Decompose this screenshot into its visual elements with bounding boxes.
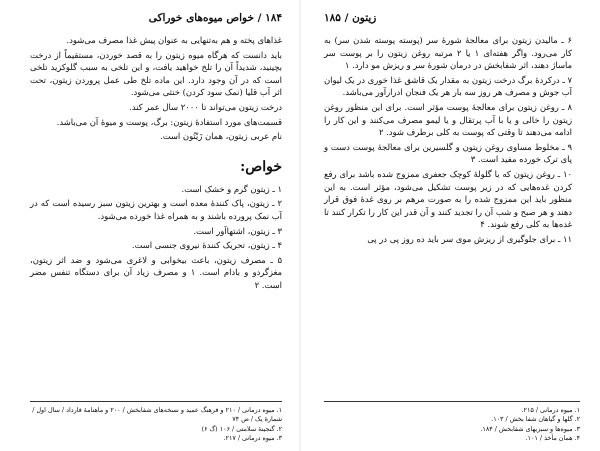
property-item: ۳ ـ زیتون، اشتهاآور است. (193, 225, 282, 236)
footnote: ۴. همان مأخذ / ۱۰۱. (525, 433, 580, 442)
property-item: ۶ ـ مالیدن زیتون برای معالجهٔ شورهٔ سر (پوسته پوسته شدن سر) به کار می‌رود. واگر هفته‌ای ۱ یا ۲ مرتبه روغن زیتون را بر پوست سر ماساژ دهند، اثر شفابخش در درمان شورهٔ سر و ریزش مو دارد. ۱ (324, 35, 572, 71)
section-heading: خواص: (240, 158, 282, 175)
footnote: ۳. میوه درمانی / ۲۱۷. (223, 433, 282, 442)
property-item: ۴ ـ زیتون، تحریک کنندهٔ نیروی جنسی است. (131, 240, 282, 251)
property-item: ۸ ـ روغن زیتون برای معالجهٔ پوست مؤثر است. برای این منظور روغن زیتون را خالی و یا با آب پرتقال و یا لیمو مصرف می‌کنند و این کار را ادامه می‌دهند تا وقتی که پوست به کلی برطرف شود. ۲ (324, 101, 572, 138)
page-header: ۱۸۴ / خواص میوه‌های خوراکی (148, 12, 282, 24)
intro-paragraph: نام عربی زیتون، همان زَیْتُون است. (160, 131, 282, 142)
footnote: ۲. گلها و گیاهان شفا بخش / ۱۰۳. (491, 415, 580, 424)
footnote: ۳. میوه‌ها و سبزیهای شفابخش / ۱۸۴. (480, 424, 580, 433)
intro-paragraph: غذاهای پخته و هم به‌تنهایی به عنوان پیش غذا مصرف می‌شود. (66, 35, 282, 45)
property-item: ۱۰ ـ روغن زیتون که با گلولهٔ کوچک جعفری ممزوج شده باشد برای رفع کردن غده‌هایی که در زیر پوست تشکیل می‌شود، مؤثر است. به این منظور باید این ممزوج شده را به صورت مرهم بر روی غدهٔ فوق قرار دهند و هر صبح و شب آن را تجدید کنند و آن قدر این کار را تکرار کنند تا غده‌ها به کلی رفع شوند. ۴ (324, 168, 572, 230)
property-item: ۵ ـ مصرف زیتون، باعث بیخوابی و لاغری می‌شود و ضد اثر زیتون، مغزگردو و بادام است. ۱ و مصرف زیاد آن برای دستگاه تنفس مضر است. ۲ (30, 254, 283, 290)
footnotes (324, 401, 580, 443)
intro-paragraph: درخت زیتون می‌تواند تا ۲۰۰۰ سال عمر کند. (129, 101, 282, 112)
right-page (300, 0, 600, 451)
property-item: ۱۱ ـ برای جلوگیری از ریزش موی سر باید ده روز پی در پی (367, 233, 572, 244)
property-item: ۷ ـ درکردهٔ برگ درخت زیتون به مقدار یک قاشق غذا خوری در یک لیوان آب جوش و مصرف هر روز سه بار هر یک فنجان ادرارآور می‌باشد. (324, 74, 572, 98)
property-item: ۲ ـ زیتون، پاک کنندهٔ معده است و بهترین زیتون سبز رسیده است که در آب نمک پرورده باشند و به همراه غذا خورده می‌شود. (30, 198, 282, 221)
property-item: ۱ ـ زیتون گرم و خشک است. (181, 183, 282, 194)
intro-paragraph: قسمت‌های مورد استفادهٔ زیتون: برگ، پوست و میوهٔ آن می‌باشد. (56, 116, 282, 127)
intro-paragraph: باید دانست که هرگاه میوه زیتون را به قصد خوردن، مستقیماً از درخت بچینید، شدیداً آن را تلخ خواهید یافت، و این تلخی به سبب گلوکزید تلخی است که در آن وجود دارد. این ماده تلخ طی عمل پروردن زیتون، تحت اثر آب قلیا (نمک سود کردن) خنثی می‌شود. (30, 49, 282, 98)
page-header: زیتون / ۱۸۵ (324, 12, 377, 24)
footnotes (30, 401, 282, 443)
footnote: ۱. میوه درمانی / ۲۱۰ و فرهنگ عمید و نسخه‌های شفابخش / ۲۰۰ و ماهنامهٔ فارداد / سال اول / شمارهٔ یک / ص ۷۴ (32, 406, 282, 424)
property-item: ۹ ـ مخلوط مساوی روغن زیتون و گلسیرین برای معالجهٔ پوست دست و پای ترک خورده مفید است. ۳ (324, 141, 572, 165)
footnote: ۲. گنجینهٔ سلامتی / ۱۰۶ (گ ۶) (201, 424, 282, 433)
footnote: ۱. میوه درمانی / ۲۱۵. (521, 406, 580, 415)
